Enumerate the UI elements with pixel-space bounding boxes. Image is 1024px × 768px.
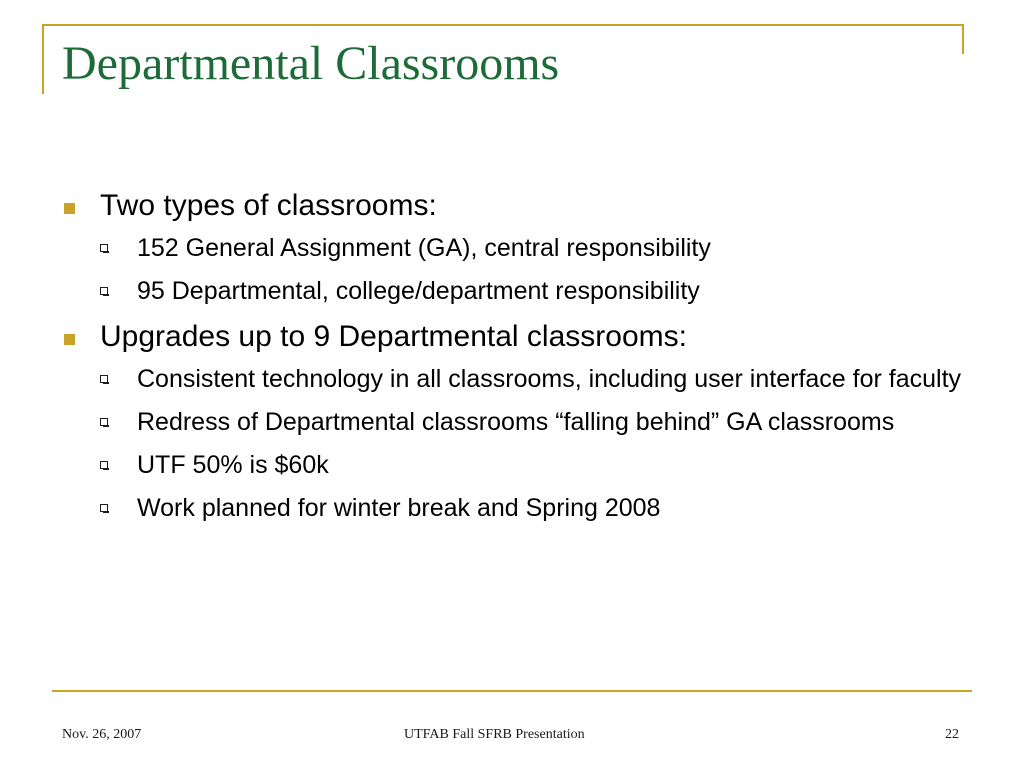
- sub-bullet-text: UTF 50% is $60k: [137, 451, 329, 479]
- frame-top-line: [42, 24, 964, 26]
- bullet-upgrades: [62, 319, 962, 355]
- hollow-square-bullet-icon: [100, 375, 108, 383]
- hollow-square-bullet-icon: [100, 418, 108, 426]
- bullet-two-types: [62, 188, 962, 224]
- sub-bullet-text: 152 General Assignment (GA), central responsibility: [137, 234, 711, 262]
- footer-divider: [52, 690, 972, 692]
- square-bullet-icon: [64, 203, 75, 214]
- sub-bullet-text: Work planned for winter break and Spring 2008: [137, 494, 661, 522]
- square-bullet-icon: [64, 334, 75, 345]
- slide-title: Departmental Classrooms: [62, 37, 560, 90]
- bullet-text: Two types of classrooms:: [100, 189, 437, 222]
- sub-bullet: [62, 273, 962, 309]
- hollow-square-bullet-icon: [100, 287, 108, 295]
- sub-bullet-text: Consistent technology in all classrooms, including user interface for faculty: [137, 365, 962, 393]
- footer-date: Nov. 26, 2007: [62, 727, 142, 742]
- frame-right-line: [962, 24, 964, 54]
- hollow-square-bullet-icon: [100, 244, 108, 252]
- sub-list-two-types: [62, 230, 962, 309]
- hollow-square-bullet-icon: [100, 504, 108, 512]
- hollow-square-bullet-icon: [100, 461, 108, 469]
- footer-presentation-title: UTFAB Fall SFRB Presentation: [404, 727, 585, 742]
- sub-list-upgrades: [62, 361, 962, 526]
- sub-bullet: [62, 490, 962, 526]
- bullet-text: Upgrades up to 9 Departmental classrooms:: [100, 320, 687, 353]
- frame-left-line: [42, 24, 44, 94]
- sub-bullet-text: 95 Departmental, college/department responsibility: [137, 277, 700, 305]
- sub-bullet: [62, 447, 962, 483]
- sub-bullet: [62, 361, 962, 397]
- sub-bullet: [62, 404, 962, 440]
- slide-content: [62, 188, 962, 536]
- sub-bullet-text: Redress of Departmental classrooms “falling behind” GA classrooms: [137, 408, 895, 436]
- footer-page-number: 22: [945, 727, 959, 742]
- sub-bullet: [62, 230, 962, 266]
